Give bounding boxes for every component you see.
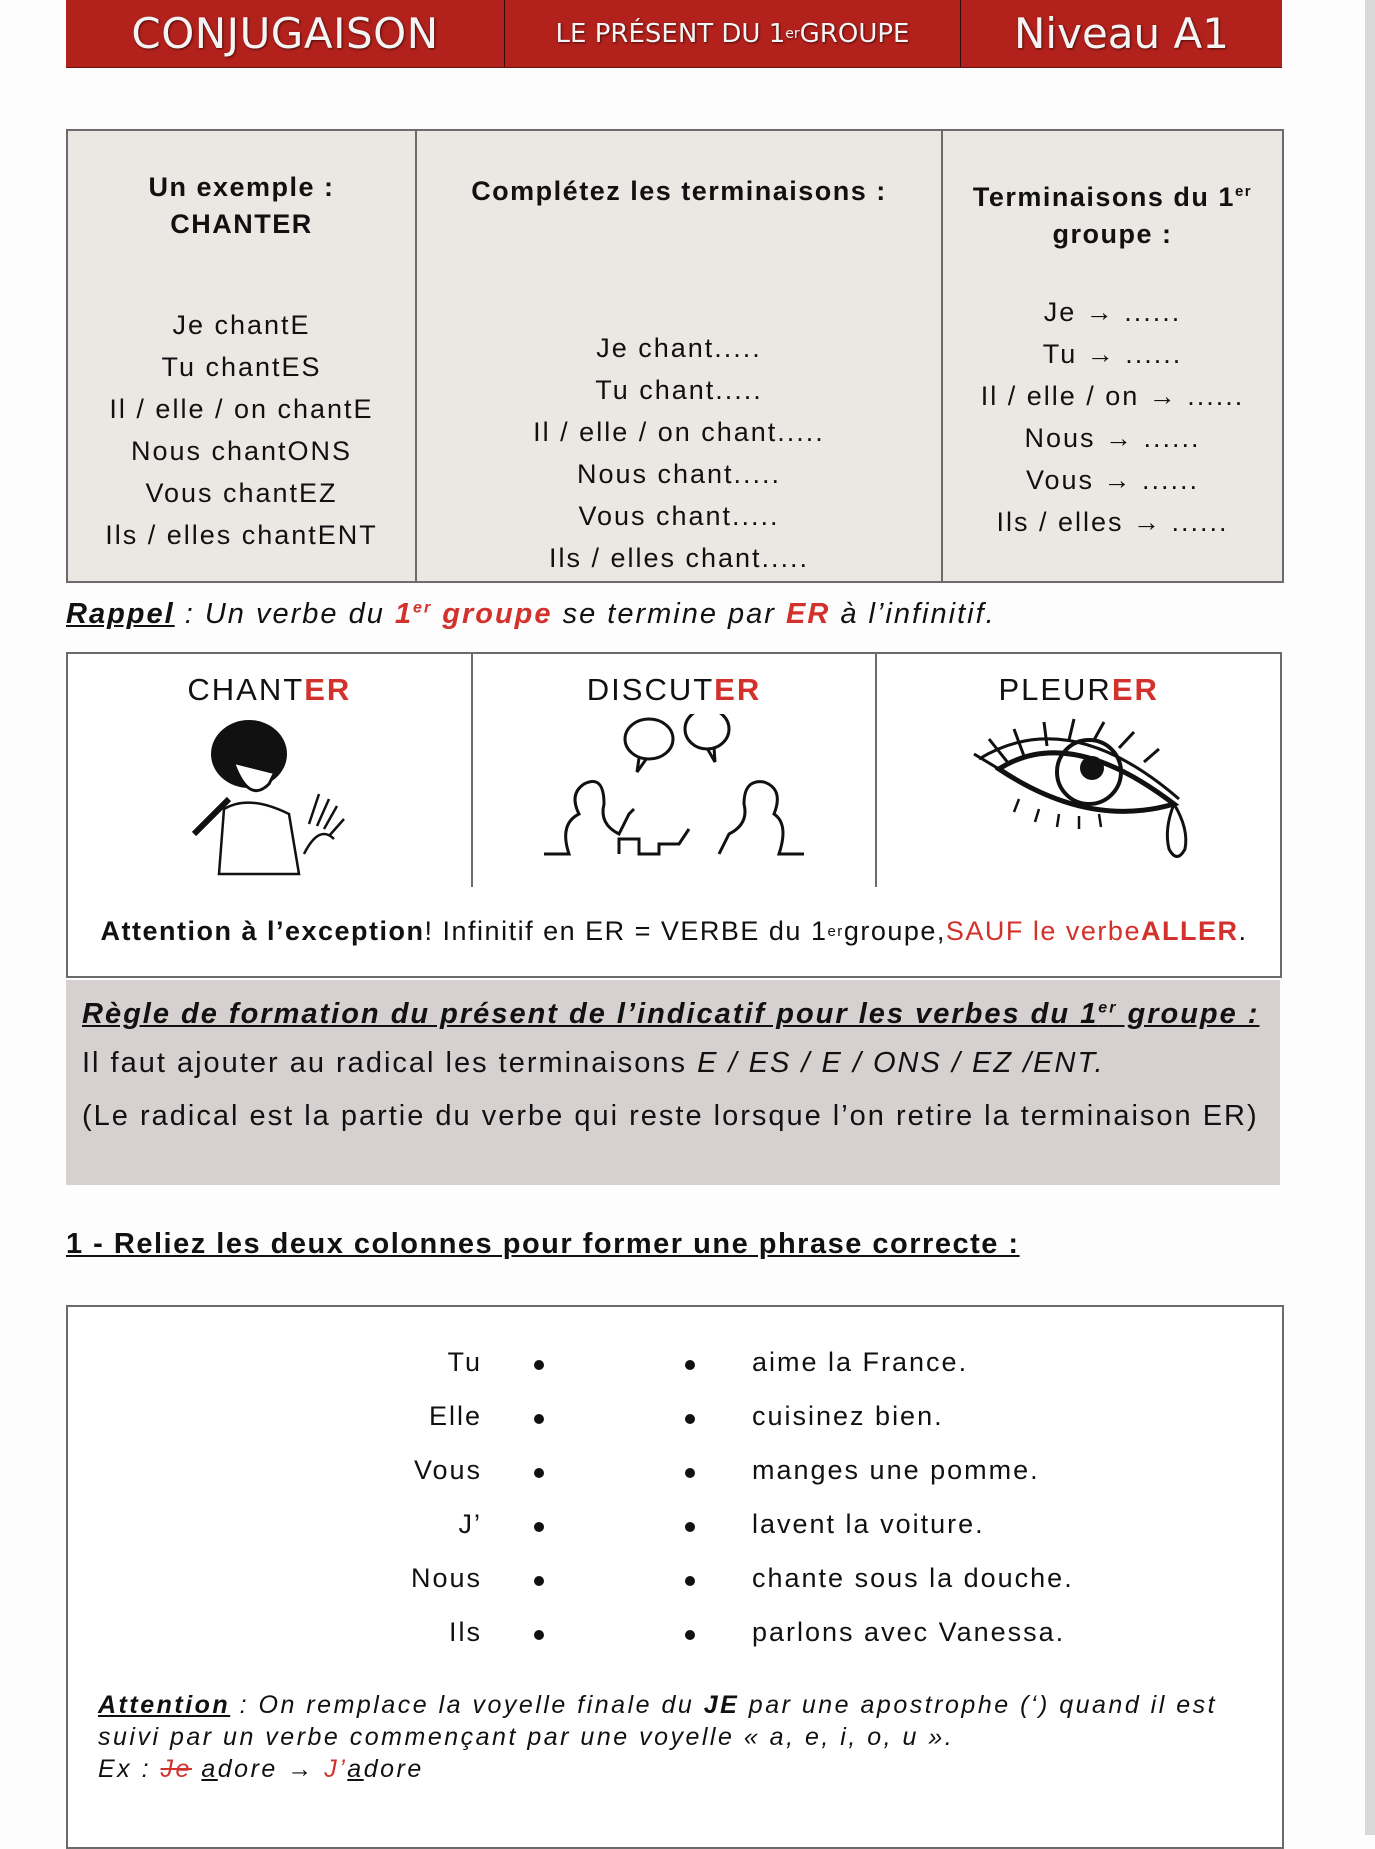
header-banner	[66, 0, 1282, 68]
match-left[interactable]: Tu	[447, 1347, 482, 1377]
example-vowel: a	[347, 1755, 364, 1783]
match-right[interactable]: aime la France.	[752, 1347, 969, 1377]
rule-box	[66, 980, 1280, 1185]
match-dot-right[interactable]	[685, 1360, 695, 1370]
note-je: JE	[703, 1691, 740, 1719]
example-line: Tu chantES	[161, 352, 322, 382]
apostrophe-note	[98, 1689, 1282, 1785]
rappel-line	[66, 598, 996, 631]
exception-red-text: SAUF le verbe	[945, 916, 1141, 946]
header-title-text: CONJUGAISON	[131, 9, 439, 58]
verb-ending: ER	[714, 672, 762, 707]
ending-line[interactable]: Il / elle / on → ......	[980, 381, 1245, 411]
match-right[interactable]: manges une pomme.	[752, 1455, 1040, 1485]
match-left[interactable]: Nous	[410, 1563, 482, 1593]
example-text: dore →	[217, 1755, 325, 1783]
header-subtitle-sup: er	[785, 25, 800, 42]
exception-aller: ALLER	[1140, 916, 1239, 946]
ending-line[interactable]: Je → ......	[1043, 297, 1182, 327]
verb-cell-pleurer	[875, 654, 1280, 887]
exercise-1-title: 1 - Reliez les deux colonnes pour former une phrase correcte :	[66, 1228, 1020, 1260]
match-row	[68, 1617, 1282, 1657]
rule-line	[66, 1047, 1280, 1080]
match-left[interactable]: Elle	[428, 1401, 482, 1431]
match-dot-right[interactable]	[685, 1522, 695, 1532]
page-scroll-edge	[1365, 0, 1375, 1835]
match-right[interactable]: chante sous la douche.	[752, 1563, 1074, 1593]
example-j-apostrophe: J’	[324, 1755, 348, 1783]
verb-ending: ER	[304, 672, 352, 707]
fill-in-line[interactable]: Nous chant.....	[576, 459, 782, 489]
example-text: dore	[363, 1755, 424, 1783]
exception-end: .	[1238, 916, 1248, 946]
exercise-1-box	[66, 1305, 1284, 1849]
note-text-part: : On remplace la voyelle finale du	[230, 1691, 704, 1719]
ending-line[interactable]: Nous → ......	[1024, 423, 1201, 453]
header-subtitle-post: GROUPE	[799, 18, 910, 49]
exception-sup: er	[827, 923, 844, 940]
match-dot-left[interactable]	[534, 1414, 544, 1424]
rappel-group-sup: er	[413, 599, 433, 617]
verb-ending: ER	[1111, 672, 1159, 707]
match-dot-right[interactable]	[685, 1414, 695, 1424]
example-line: Il / elle / on chantE	[109, 394, 374, 424]
match-row	[68, 1563, 1282, 1603]
example-column	[68, 131, 417, 581]
rappel-group-word: groupe	[432, 598, 553, 630]
complete-column	[417, 131, 943, 581]
match-row	[68, 1455, 1282, 1495]
match-left[interactable]: Ils	[449, 1617, 482, 1647]
ending-line[interactable]: Tu → ......	[1042, 339, 1183, 369]
match-right[interactable]: parlons avec Vanessa.	[752, 1617, 1066, 1647]
complete-header: Complétez les terminaisons :	[471, 176, 887, 206]
endings-title-line2: groupe :	[1052, 219, 1173, 249]
rule-title-post: groupe :	[1117, 998, 1260, 1030]
note-example	[98, 1753, 1282, 1785]
verb-stem: PLEUR	[998, 672, 1112, 707]
rule-title-sup: er	[1098, 999, 1118, 1017]
exception-bold: Attention à l’exception	[100, 916, 425, 946]
match-row	[68, 1347, 1282, 1387]
example-line: Nous chantONS	[130, 436, 353, 466]
verb-examples-row	[66, 652, 1282, 889]
ending-line[interactable]: Vous → ......	[1025, 465, 1200, 495]
conjugation-table	[66, 129, 1284, 583]
rule-endings: E / ES / E / ONS / EZ /ENT.	[697, 1047, 1105, 1079]
example-line: Ils / elles chantENT	[105, 520, 378, 550]
fill-in-line[interactable]: Ils / elles chant.....	[548, 543, 810, 573]
match-dot-left[interactable]	[534, 1576, 544, 1586]
rappel-label: Rappel	[66, 598, 175, 630]
verb-cell-chanter	[68, 654, 471, 887]
rappel-er: ER	[786, 598, 831, 630]
header-title	[66, 0, 505, 67]
example-title-line1: Un exemple :	[148, 172, 335, 202]
verb-stem: CHANT	[187, 672, 305, 707]
rule-title-pre: Règle de formation du présent de l’indicatif pour les verbes du 1	[82, 998, 1099, 1030]
verb-stem: DISCUT	[586, 672, 715, 707]
match-row	[68, 1401, 1282, 1441]
verb-label	[473, 672, 876, 708]
match-dot-left[interactable]	[534, 1522, 544, 1532]
match-dot-left[interactable]	[534, 1630, 544, 1640]
example-header	[68, 169, 415, 304]
header-subtitle-pre: LE PRÉSENT DU 1	[555, 18, 786, 49]
singer-illustration-icon	[179, 714, 359, 879]
endings-column	[943, 131, 1282, 581]
verb-label	[877, 672, 1280, 708]
match-left[interactable]: Vous	[413, 1455, 482, 1485]
example-line: Vous chantEZ	[145, 478, 338, 508]
exception-text: groupe,	[843, 916, 946, 946]
match-dot-right[interactable]	[685, 1630, 695, 1640]
endings-title-sup: er	[1234, 183, 1253, 200]
match-left[interactable]: J’	[458, 1509, 482, 1539]
match-dot-right[interactable]	[685, 1468, 695, 1478]
header-level-text: Niveau A1	[1014, 9, 1229, 58]
match-right[interactable]: cuisinez bien.	[752, 1401, 944, 1431]
rule-line: (Le radical est la partie du verbe qui reste lorsque l’on retire la terminaison ER)	[82, 1100, 1259, 1132]
match-right[interactable]: lavent la voiture.	[752, 1509, 985, 1539]
endings-title-pre: Terminaisons du 1	[972, 182, 1235, 212]
header-level	[961, 0, 1282, 67]
note-text-part: par une apostrophe (‘) quand il est suivi par un verbe commençant par une voyelle « a, e, i, o, u ».	[98, 1691, 1218, 1751]
rappel-text: : Un verbe du	[174, 598, 395, 630]
verb-label	[68, 672, 471, 708]
verb-cell-discuter	[471, 654, 876, 887]
match-dot-left[interactable]	[534, 1360, 544, 1370]
crying-eye-illustration-icon	[959, 714, 1199, 879]
match-row	[68, 1509, 1282, 1549]
rappel-group-number: 1	[394, 598, 414, 630]
match-dot-left[interactable]	[534, 1468, 544, 1478]
example-struck-je: Je	[160, 1755, 192, 1783]
note-label: Attention	[98, 1691, 231, 1719]
note-text	[98, 1689, 1282, 1753]
header-subtitle	[505, 0, 961, 67]
fill-in-line[interactable]: Il / elle / on chant.....	[533, 417, 825, 447]
ending-line[interactable]: Ils / elles → ......	[996, 507, 1229, 537]
example-vowel: a	[201, 1755, 218, 1783]
fill-in-line[interactable]: Vous chant.....	[578, 501, 780, 531]
rappel-text: à l’infinitif.	[830, 598, 996, 630]
exception-note	[66, 887, 1282, 978]
example-line: Je chantE	[172, 310, 311, 340]
rule-title	[66, 980, 1280, 1031]
example-title-line2: CHANTER	[170, 209, 313, 239]
fill-in-line[interactable]: Je chant.....	[596, 333, 762, 363]
match-dot-right[interactable]	[685, 1576, 695, 1586]
rappel-text: se termine par	[552, 598, 786, 630]
rule-line-text: Il faut ajouter au radical les terminaisons	[82, 1047, 698, 1079]
fill-in-line[interactable]: Tu chant.....	[595, 375, 763, 405]
exception-text: ! Infinitif en ER = VERBE du 1	[424, 916, 828, 946]
endings-header	[943, 173, 1282, 291]
example-label: Ex :	[98, 1755, 161, 1783]
discussion-illustration-icon	[539, 714, 809, 879]
